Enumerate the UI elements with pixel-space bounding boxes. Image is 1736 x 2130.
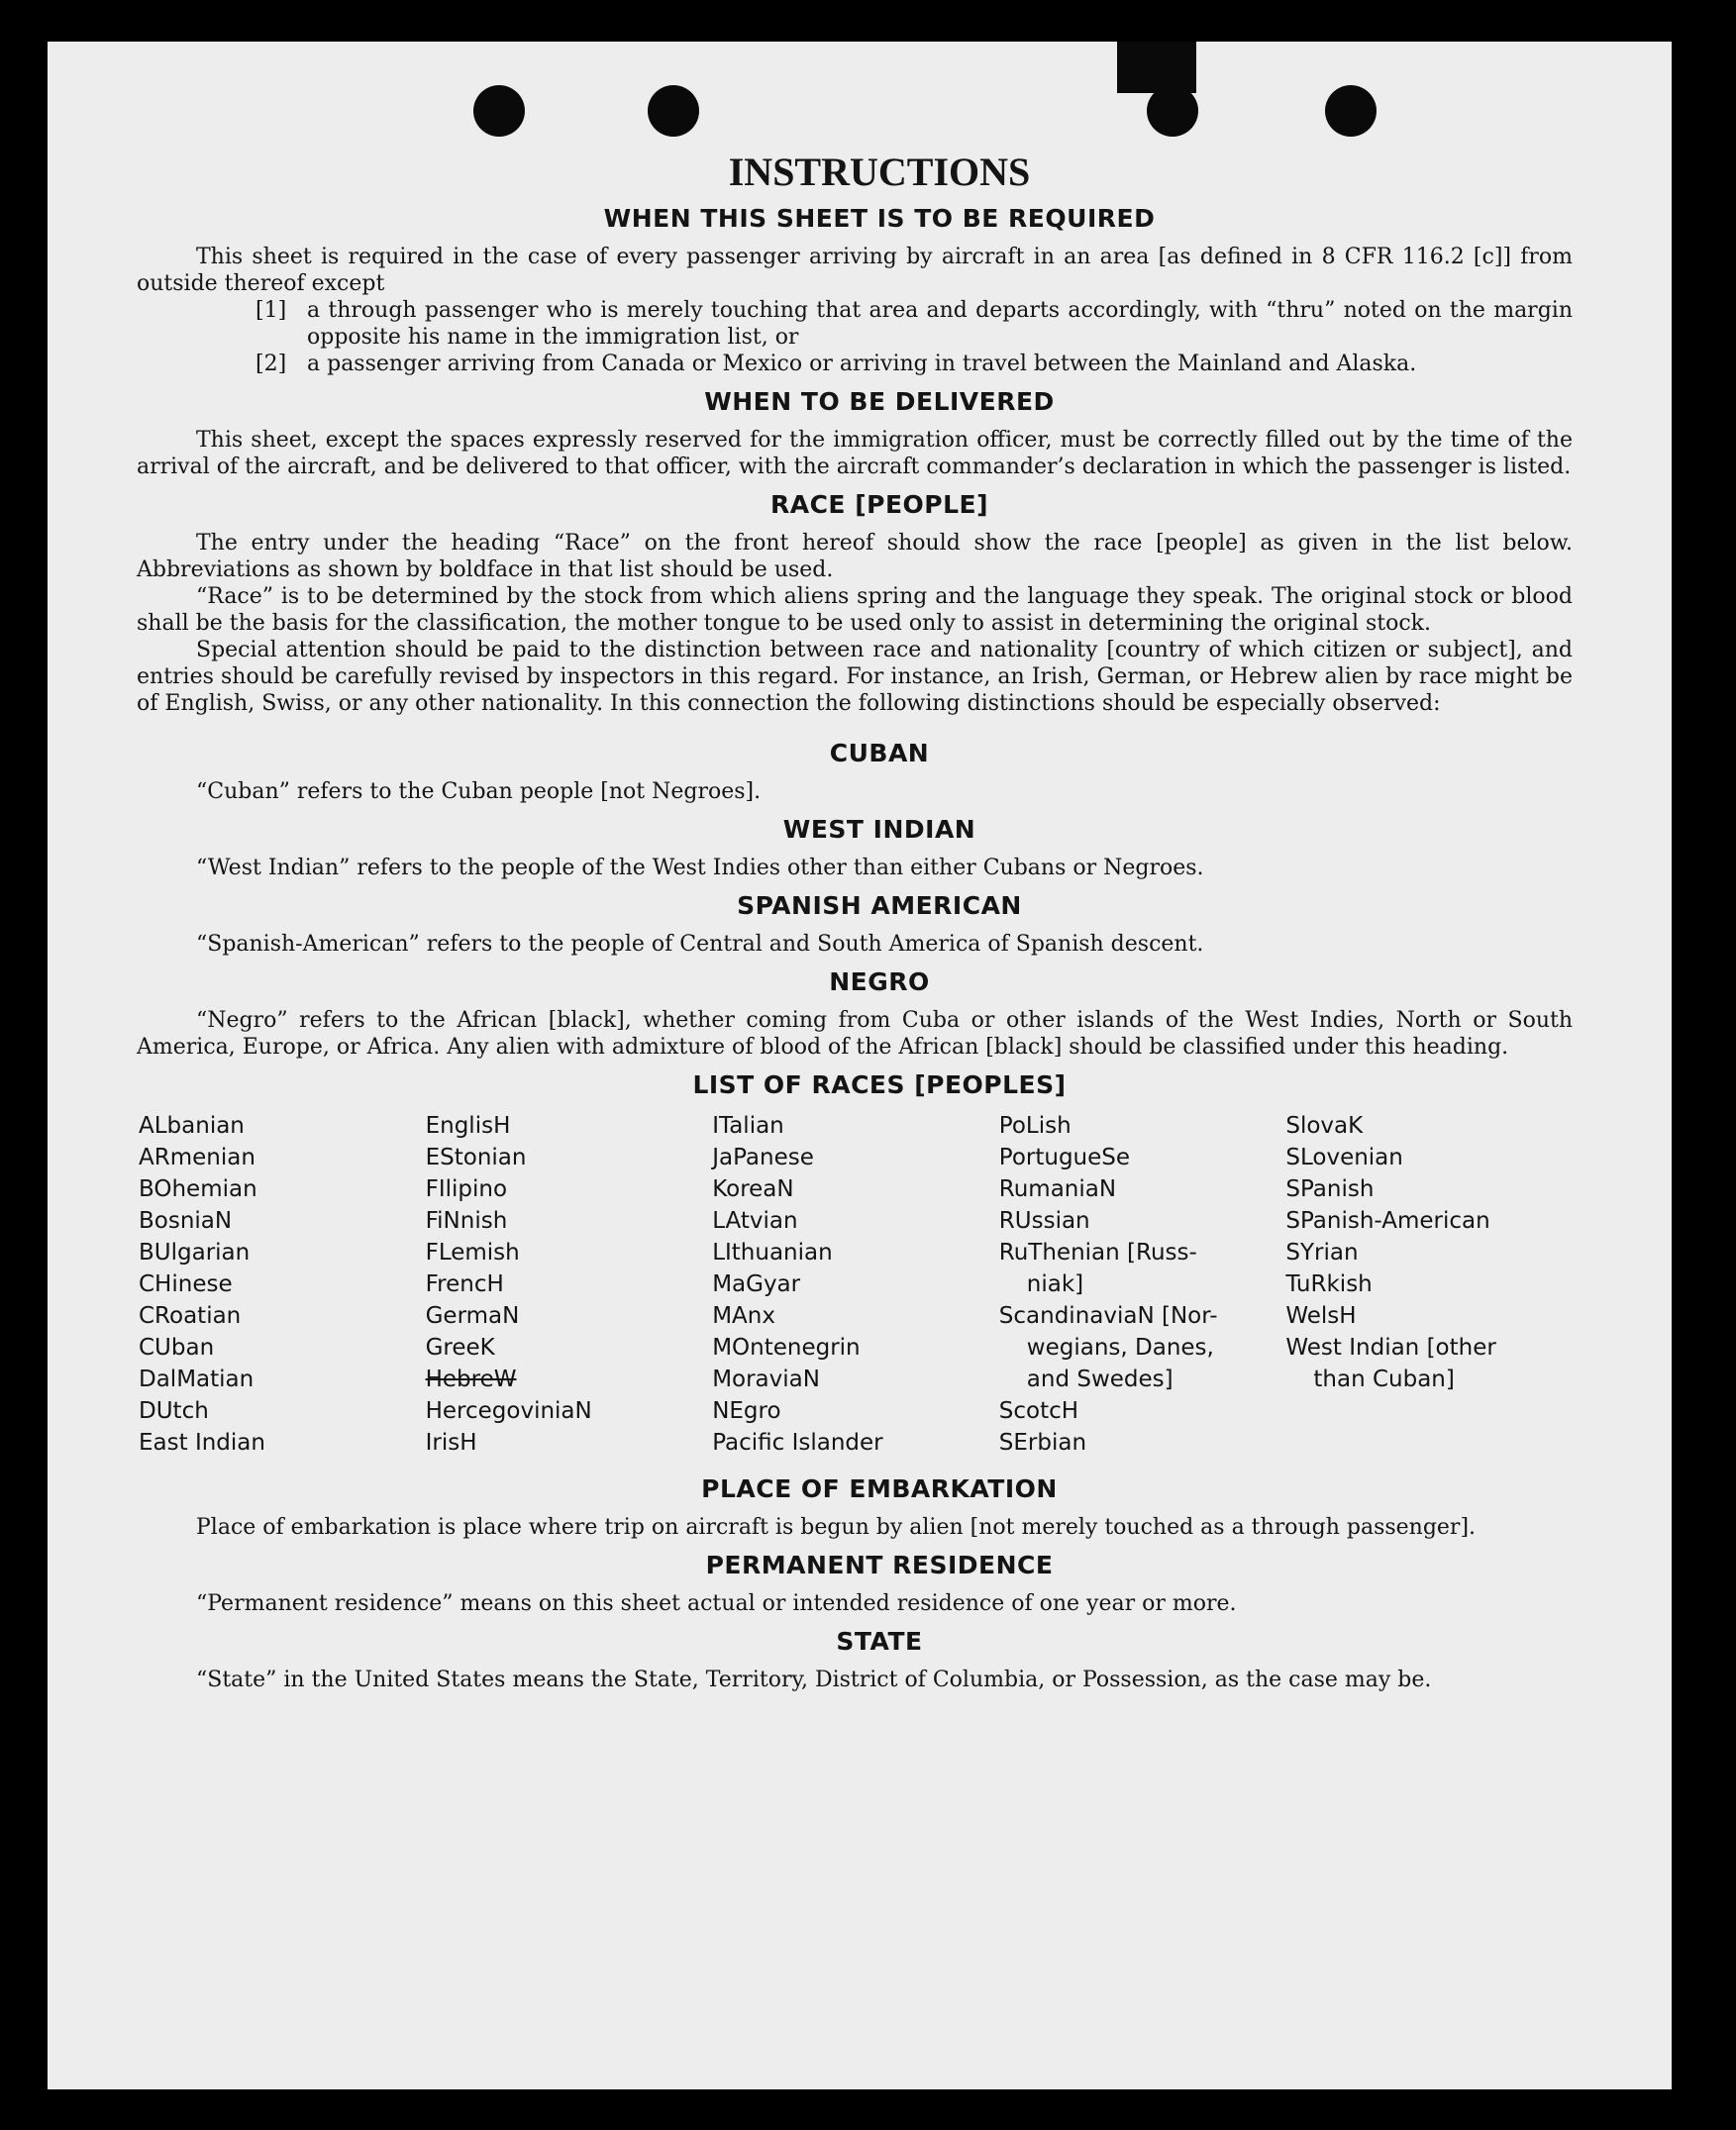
paragraph: “Negro” refers to the African [black], whether coming from Cuba or other islands of the West Indies, North or South America, Europe, or Africa. Any alien with admixture of blood of the African [black] should be classified under this heading. — [137, 1008, 1573, 1060]
paragraph: “Cuban” refers to the Cuban people [not Negroes]. — [196, 779, 762, 804]
section-heading: SPANISH AMERICAN — [737, 891, 1022, 920]
race-item: KoreaN — [712, 1176, 794, 1202]
document-sheet — [48, 42, 1672, 2089]
paragraph: The entry under the heading “Race” on the front hereof should show the race [people] as given in the list below. Abbreviations as shown by boldface in that list should be used. — [137, 531, 1573, 582]
race-item: West Indian [other — [1285, 1335, 1496, 1361]
item-number: [1] — [255, 298, 287, 323]
race-item: RUssian — [998, 1208, 1090, 1234]
race-item: GreeK — [425, 1335, 495, 1361]
section-heading: WHEN THIS SHEET IS TO BE REQUIRED — [603, 204, 1156, 233]
race-item: BUlgarian — [139, 1240, 251, 1266]
item-text: a through passenger who is merely touching that area and departs accordingly, with “thru” noted on the margin opposite his name in the immigration list, or — [307, 298, 1573, 350]
section-heading: PLACE OF EMBARKATION — [701, 1474, 1058, 1503]
race-item: LAtvian — [712, 1208, 798, 1234]
race-item: BosniaN — [139, 1208, 233, 1234]
section-heading: STATE — [836, 1627, 923, 1656]
race-column — [999, 1110, 1286, 1459]
race-column — [1285, 1110, 1573, 1459]
race-item-continued: niak] — [1026, 1271, 1084, 1297]
paragraph: “Spanish-American” refers to the people of Central and South America of Spanish descent. — [196, 932, 1204, 957]
instructions-content — [137, 151, 1573, 1693]
race-item-continued: than Cuban] — [1313, 1367, 1455, 1392]
race-item: HercegoviniaN — [425, 1398, 592, 1424]
punch-hole — [1325, 85, 1377, 137]
race-item: CRoatian — [139, 1303, 242, 1329]
paragraph: This sheet is required in the case of every passenger arriving by aircraft in an area [as defined in 8 CFR 116.2 [c]] from outside thereof except — [137, 245, 1573, 296]
race-item: PoLish — [998, 1113, 1072, 1139]
section-heading: PERMANENT RESIDENCE — [705, 1551, 1054, 1579]
race-item: RuThenian [Russ- — [998, 1240, 1197, 1266]
race-item: EnglisH — [425, 1113, 511, 1139]
race-item: MAnx — [712, 1303, 775, 1329]
page-title: INSTRUCTIONS — [728, 150, 1031, 194]
race-item: ScotcH — [998, 1398, 1079, 1424]
paragraph: “Permanent residence” means on this sheet actual or intended residence of one year or more. — [196, 1591, 1237, 1616]
item-text: a passenger arriving from Canada or Mexico or arriving in travel between the Mainland and Alaska. — [307, 352, 1417, 376]
paragraph: “Race” is to be determined by the stock from which aliens spring and the language they speak. The original stock or blood shall be the basis for the classification, the mother tongue to be used only to assist in determining the original stock. — [137, 584, 1573, 636]
race-item: East Indian — [139, 1430, 265, 1456]
race-item: EStonian — [425, 1145, 527, 1170]
race-item: IrisH — [425, 1430, 477, 1456]
race-item: GermaN — [425, 1303, 520, 1329]
paragraph: “State” in the United States means the State, Territory, District of Columbia, or Possession, as the case may be. — [196, 1668, 1432, 1692]
item-number: [2] — [255, 352, 287, 376]
race-item: JaPanese — [712, 1145, 814, 1170]
paragraph: Special attention should be paid to the distinction between race and nationality [country of which citizen or subject], and entries should be carefully revised by inspectors in this regard. For instance, an Irish, German, or Hebrew alien by race might be of English, Swiss, or any other nationality. In this connection the following distinctions should be especially observed: — [137, 638, 1573, 716]
race-item: ALbanian — [139, 1113, 245, 1139]
race-item: FLemish — [425, 1240, 520, 1266]
list-item — [137, 351, 1573, 377]
punch-hole — [648, 85, 699, 137]
race-item: Pacific Islander — [712, 1430, 883, 1456]
race-item: SlovaK — [1285, 1113, 1364, 1139]
race-column — [426, 1110, 713, 1459]
race-item: ARmenian — [139, 1145, 255, 1170]
race-item: PortugueSe — [998, 1145, 1131, 1170]
race-item: ScandinaviaN [Nor- — [998, 1303, 1218, 1329]
race-list — [139, 1110, 1573, 1459]
race-item: CUban — [139, 1335, 215, 1361]
paragraph: This sheet, except the spaces expressly reserved for the immigration officer, must be correctly filled out by the time of the arrival of the aircraft, and be delivered to that officer, with the aircraft commander’s declaration in which the passenger is listed. — [137, 428, 1573, 479]
race-item: SErbian — [998, 1430, 1087, 1456]
section-heading: WEST INDIAN — [782, 815, 976, 844]
race-item-continued: and Swedes] — [1026, 1367, 1174, 1392]
race-item: TuRkish — [1285, 1271, 1373, 1297]
paragraph: “West Indian” refers to the people of the West Indies other than either Cubans or Negroes. — [196, 856, 1204, 880]
punch-hole — [473, 85, 525, 137]
paragraph: Place of embarkation is place where trip on aircraft is begun by alien [not merely touched as a through passenger]. — [196, 1515, 1477, 1540]
race-item: ITalian — [712, 1113, 784, 1139]
race-item: SPanish-American — [1285, 1208, 1490, 1234]
torn-edge — [1117, 42, 1196, 93]
section-heading: RACE [PEOPLE] — [769, 490, 989, 519]
race-item: BOhemian — [139, 1176, 257, 1202]
race-item: FrencH — [425, 1271, 504, 1297]
section-heading: CUBAN — [829, 739, 930, 767]
race-item: FIlipino — [425, 1176, 508, 1202]
race-item: SLovenian — [1285, 1145, 1403, 1170]
race-item: NEgro — [712, 1398, 781, 1424]
race-item: SPanish — [1285, 1176, 1375, 1202]
race-item: WelsH — [1285, 1303, 1357, 1329]
race-item: SYrian — [1285, 1240, 1359, 1266]
race-item: LIthuanian — [712, 1240, 833, 1266]
race-item: MoraviaN — [712, 1367, 820, 1392]
list-item — [137, 297, 1573, 351]
section-heading: WHEN TO BE DELIVERED — [704, 387, 1055, 416]
race-item-continued: wegians, Danes, — [1026, 1335, 1214, 1361]
race-column — [712, 1110, 999, 1459]
race-item-struck: HebreW — [425, 1367, 517, 1392]
race-item: DalMatian — [139, 1367, 255, 1392]
race-item: FiNnish — [425, 1208, 508, 1234]
section-heading: LIST OF RACES [PEOPLES] — [692, 1070, 1067, 1099]
race-column — [139, 1110, 426, 1459]
race-item: RumaniaN — [998, 1176, 1117, 1202]
race-item: MOntenegrin — [712, 1335, 861, 1361]
race-item: DUtch — [139, 1398, 209, 1424]
race-item: MaGyar — [712, 1271, 801, 1297]
section-heading: NEGRO — [829, 967, 930, 996]
race-item: CHinese — [139, 1271, 233, 1297]
